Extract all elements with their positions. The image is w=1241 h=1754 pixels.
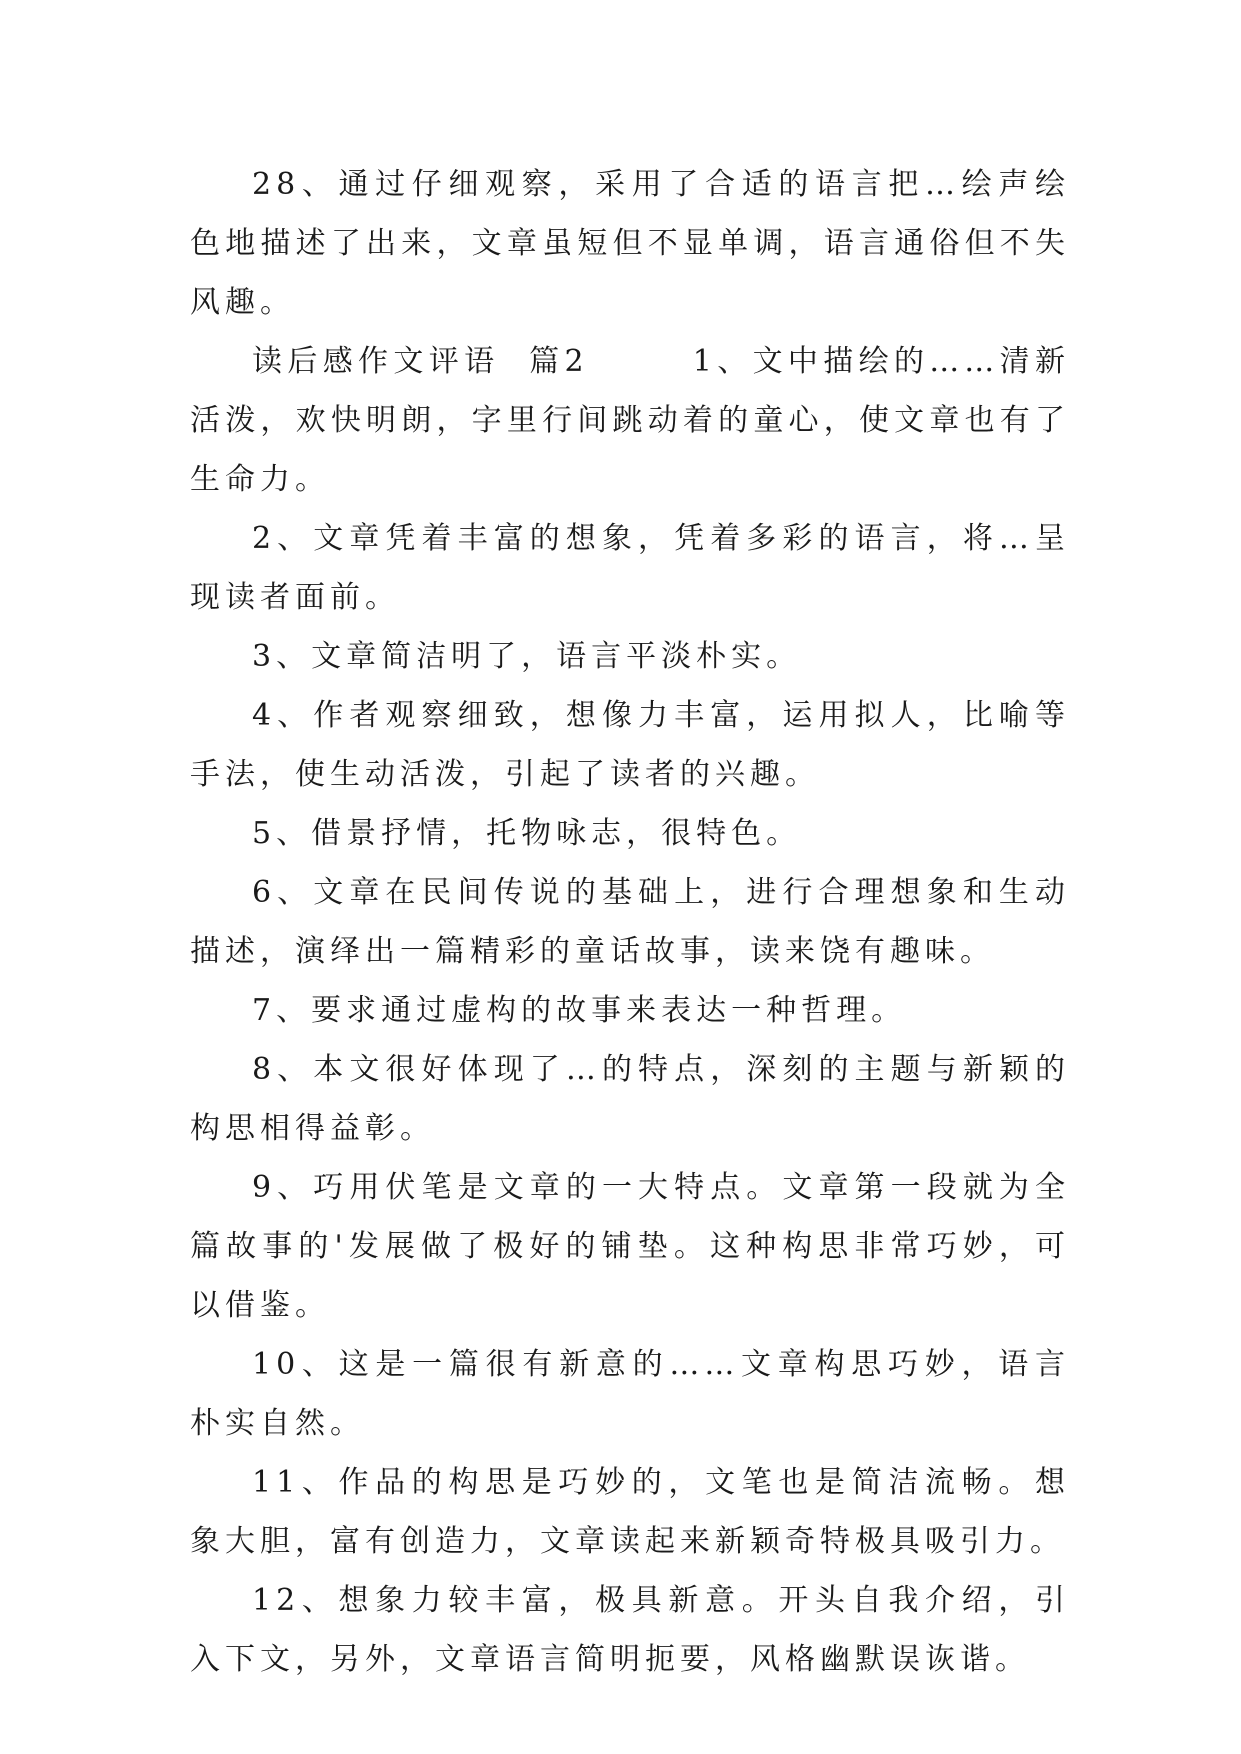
paragraph: 9、巧用伏笔是文章的一大特点。文章第一段就为全篇故事的'发展做了极好的铺垫。这种构思非常巧妙，可以借鉴。 <box>190 1170 1070 1323</box>
paragraph: 10、这是一篇很有新意的……文章构思巧妙，语言朴实自然。 <box>190 1347 1070 1441</box>
paragraph: 7、要求通过虚构的故事来表达一种哲理。 <box>252 993 907 1028</box>
paragraph: 6、文章在民间传说的基础上，进行合理想象和生动描述，演绎出一篇精彩的童话故事，读来饶有趣味。 <box>190 875 1070 969</box>
paragraph: 12、想象力较丰富，极具新意。开头自我介绍，引入下文，另外，文章语言简明扼要，风格幽默误诙谐。 <box>190 1583 1070 1677</box>
paragraph: 读后感作文评语 篇2 1、文中描绘的……清新活泼，欢快明朗，字里行间跳动着的童心，使文章也有了生命力。 <box>190 344 1070 497</box>
paragraph: 5、借景抒情，托物咏志，很特色。 <box>252 816 802 851</box>
paragraph: 2、文章凭着丰富的想象，凭着多彩的语言，将…呈现读者面前。 <box>190 521 1070 615</box>
paragraph: 11、作品的构思是巧妙的，文笔也是简洁流畅。想象大胆，富有创造力，文章读起来新颖奇特极具吸引力。 <box>190 1465 1070 1559</box>
paragraph: 3、文章简洁明了，语言平淡朴实。 <box>252 639 802 674</box>
document-body <box>190 155 1070 1689</box>
paragraph: 8、本文很好体现了…的特点，深刻的主题与新颖的构思相得益彰。 <box>190 1052 1070 1146</box>
paragraph: 4、作者观察细致，想像力丰富，运用拟人，比喻等手法，使生动活泼，引起了读者的兴趣。 <box>190 698 1070 792</box>
paragraph: 28、通过仔细观察，采用了合适的语言把…绘声绘色地描述了出来，文章虽短但不显单调，语言通俗但不失风趣。 <box>190 167 1070 320</box>
